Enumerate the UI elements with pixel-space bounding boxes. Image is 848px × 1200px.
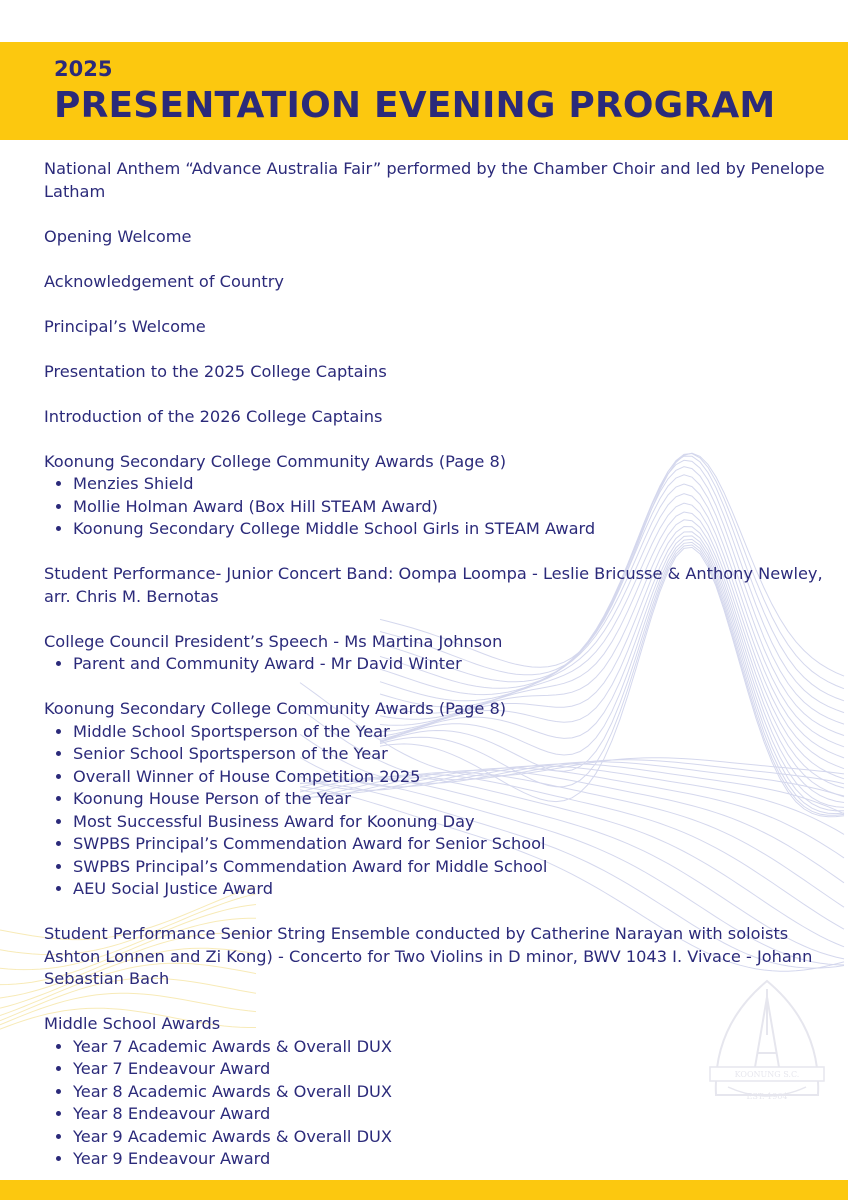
program-item xyxy=(44,271,840,294)
award-list-item: • Koonung House Person of the Year xyxy=(73,788,840,811)
award-list xyxy=(44,473,840,541)
program-item xyxy=(44,698,840,901)
award-list xyxy=(44,653,840,676)
award-list-item: • Overall Winner of House Competition 2025 xyxy=(73,766,840,789)
award-list-item: • Mollie Holman Award (Box Hill STEAM Award) xyxy=(73,496,840,519)
award-list-item: • Menzies Shield xyxy=(73,473,840,496)
award-list-item: • Most Successful Business Award for Koonung Day xyxy=(73,811,840,834)
award-list xyxy=(44,1036,840,1171)
program-item-text: Introduction of the 2026 College Captains xyxy=(44,406,383,426)
award-list-item: • Year 9 Academic Awards & Overall DUX xyxy=(73,1126,840,1149)
program-item xyxy=(44,631,840,676)
program-item-text: Koonung Secondary College Community Awards (Page 8) xyxy=(44,699,507,718)
award-list-item: • Senior School Sportsperson of the Year xyxy=(73,743,840,766)
program-item xyxy=(44,923,840,991)
program-item xyxy=(44,226,840,249)
award-list-item: • Year 8 Endeavour Award xyxy=(73,1103,840,1126)
award-list-item: • Year 7 Academic Awards & Overall DUX xyxy=(73,1036,840,1059)
award-list-item: • Year 9 Endeavour Award xyxy=(73,1148,840,1171)
program-item-text: Koonung Secondary College Community Awards (Page 8) xyxy=(44,451,507,471)
program-item-text: College Council President’s Speech - Ms Martina Johnson xyxy=(44,631,503,651)
program-year: 2025 xyxy=(54,57,113,81)
program-item-text: Opening Welcome xyxy=(44,226,192,246)
award-list-item: • AEU Social Justice Award xyxy=(73,878,840,901)
award-list-item: • SWPBS Principal’s Commendation Award for Senior School xyxy=(73,833,840,856)
program-item xyxy=(44,316,840,339)
program-item-text: Principal’s Welcome xyxy=(44,316,206,336)
program-item-text: Student Performance- Junior Concert Band: Oompa Loompa - Leslie Bricusse & Anthony Newley, arr. Chris M. Bernotas xyxy=(44,564,823,606)
crest-est: EST. 1964 xyxy=(746,1092,788,1101)
program-item-text: Middle School Awards xyxy=(44,1014,221,1033)
program-item xyxy=(44,406,840,429)
crest-label: KOONUNG S.C. xyxy=(734,1070,800,1079)
program-item xyxy=(44,451,840,541)
program-item xyxy=(44,1013,840,1171)
program-item-text: National Anthem “Advance Australia Fair” performed by the Chamber Choir and led by Penelope Latham xyxy=(44,159,825,201)
program-item xyxy=(44,158,840,203)
program-item-text: Student Performance Senior String Ensemble conducted by Catherine Narayan with soloists Ashton Lonnen and Zi Kong) - Concerto for Two Violins in D minor, BWV 1043 I. Vivace - Johann Sebastian Bach xyxy=(44,924,813,988)
award-list-item: • Year 8 Academic Awards & Overall DUX xyxy=(73,1081,840,1104)
program-list xyxy=(44,158,840,1193)
award-list-item: • SWPBS Principal’s Commendation Award for Middle School xyxy=(73,856,840,879)
program-item xyxy=(44,361,840,384)
page-title: PRESENTATION EVENING PROGRAM xyxy=(54,85,776,126)
program-item xyxy=(44,563,840,608)
award-list-item: • Year 7 Endeavour Award xyxy=(73,1058,840,1081)
footer-bar xyxy=(0,1180,848,1200)
award-list-item: • Koonung Secondary College Middle School Girls in STEAM Award xyxy=(73,518,840,541)
award-list xyxy=(44,721,840,901)
program-item-text: Presentation to the 2025 College Captains xyxy=(44,361,387,381)
award-list-item: • Parent and Community Award - Mr David Winter xyxy=(73,653,840,676)
program-item-text: Acknowledgement of Country xyxy=(44,271,284,291)
award-list-item: • Middle School Sportsperson of the Year xyxy=(73,721,840,744)
